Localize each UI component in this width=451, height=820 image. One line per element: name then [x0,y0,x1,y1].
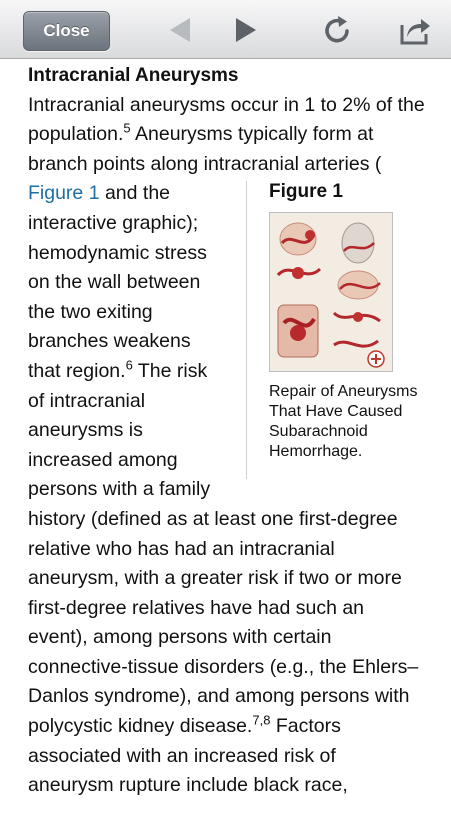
reference-link[interactable]: 7,8 [252,712,271,728]
share-icon[interactable] [398,13,432,47]
text-segment: Aneurysms typically form at branch points along intracranial arteries ( [28,123,382,175]
back-arrow-icon[interactable] [163,13,197,47]
refresh-icon[interactable] [320,13,354,47]
article-body [28,60,426,820]
figure-title: Figure 1 [269,181,343,203]
figure-illustration [270,213,392,371]
figure-thumbnail[interactable] [269,212,393,372]
article-paragraph [28,91,426,180]
text-segment: The risk of intracranial aneurysms is increased among persons with a family history (defined as at least one first-degree relative who has had an intracranial aneurysm, with a greater risk if two or more first-degree relatives have had such an event), among persons with certain connective-tissue disorders (e.g., the Ehlers–Danlos syndrome), and among persons with polycystic kidney disease. [28,359,419,738]
figure-caption: Repair of Aneurysms That Have Caused Subarachnoid Hemorrhage. [269,383,418,461]
close-button[interactable]: Close [23,11,110,51]
text-segment: Factors associated with an increased risk of aneurysm rupture include black race, [28,715,348,797]
figure-link[interactable]: Figure 1 [28,182,100,205]
figure-panel [246,181,436,479]
text-segment: and the interactive graphic); hemodynamic stress on the wall between the two exiting branches weakens that region. [28,182,207,382]
toolbar [0,0,451,59]
reference-link[interactable]: 6 [125,357,133,373]
text-segment: Intracranial aneurysms occur in 1 to 2% of the population. [28,93,425,146]
forward-arrow-icon[interactable] [229,13,263,47]
article-heading: Intracranial Aneurysms [28,65,239,86]
reference-link[interactable]: 5 [123,120,131,136]
